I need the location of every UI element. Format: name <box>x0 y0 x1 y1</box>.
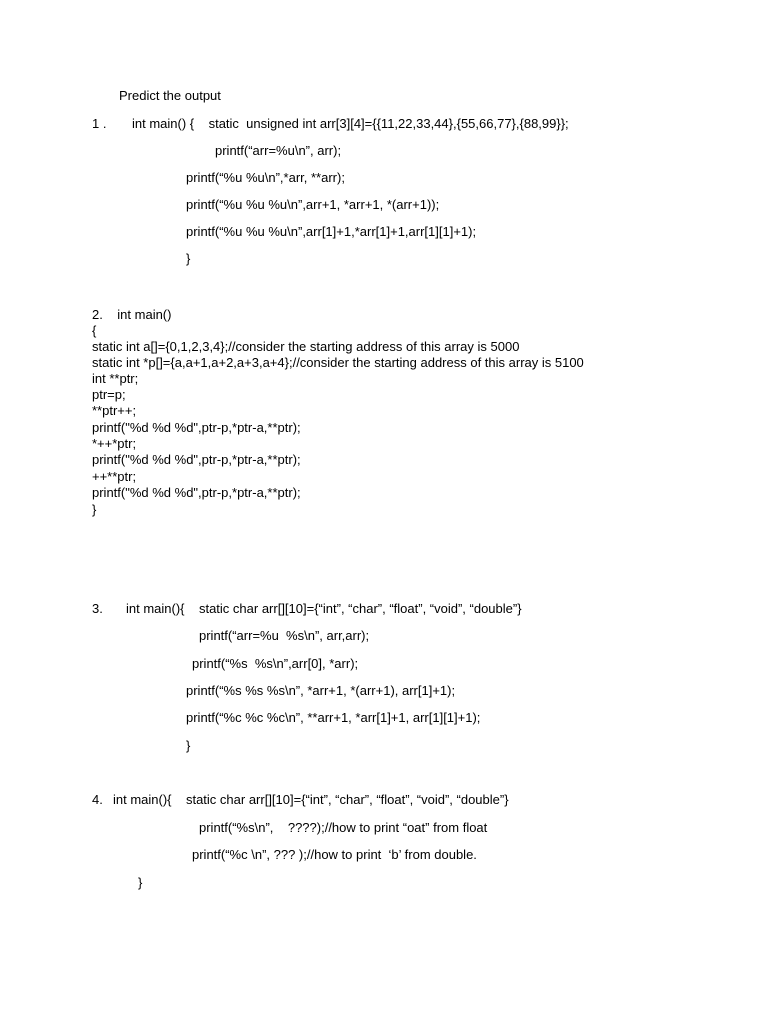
code-line: printf(“arr=%u %s\n”, arr,arr); <box>199 628 370 643</box>
code-line: { <box>92 323 97 338</box>
code-line: printf(“%s %s\n”,arr[0], *arr); <box>192 656 359 671</box>
code-line: printf(“%c \n”, ??? );//how to print ‘b’ from double. <box>192 847 477 862</box>
code-line: 2. int main() <box>92 307 172 322</box>
code-line: int main() { static unsigned int arr[3][4]={{11,22,33,44},{55,66,77},{88,99}}; <box>132 116 569 131</box>
code-line: printf("%d %d %d",ptr-p,*ptr-a,**ptr); <box>92 485 301 500</box>
code-line: printf(“arr=%u\n”, arr); <box>215 143 342 158</box>
code-line: int main(){ static char arr[][10]={“int”, “char”, “float”, “void”, “double”} <box>126 601 522 616</box>
code-line: } <box>92 502 97 517</box>
code-line: } <box>138 875 143 890</box>
code-line: int **ptr; <box>92 371 139 386</box>
code-line: printf(“%u %u\n”,*arr, **arr); <box>186 170 345 185</box>
code-line: printf(“%s\n”, ????);//how to print “oat” from float <box>199 820 488 835</box>
code-line: static int *p[]={a,a+1,a+2,a+3,a+4};//consider the starting address of this array is 5100 <box>92 355 584 370</box>
code-line: static int a[]={0,1,2,3,4};//consider the starting address of this array is 5000 <box>92 339 520 354</box>
code-line: *++*ptr; <box>92 436 137 451</box>
question-number: 4. <box>92 792 103 807</box>
code-line: **ptr++; <box>92 403 137 418</box>
code-line: printf(“%c %c %c\n”, **arr+1, *arr[1]+1, arr[1][1]+1); <box>186 710 481 725</box>
code-line: } <box>186 251 191 266</box>
code-line: int main(){ static char arr[][10]={“int”, “char”, “float”, “void”, “double”} <box>113 792 509 807</box>
code-line: } <box>186 738 191 753</box>
code-line: printf(“%s %s %s\n”, *arr+1, *(arr+1), arr[1]+1); <box>186 683 456 698</box>
code-line: printf("%d %d %d",ptr-p,*ptr-a,**ptr); <box>92 452 301 467</box>
question-number: 3. <box>92 601 103 616</box>
code-line: printf(“%u %u %u\n”,arr[1]+1,*arr[1]+1,arr[1][1]+1); <box>186 224 477 239</box>
code-line: printf("%d %d %d",ptr-p,*ptr-a,**ptr); <box>92 420 301 435</box>
question-number: 1 . <box>92 116 107 131</box>
code-line: printf(“%u %u %u\n”,arr+1, *arr+1, *(arr+1)); <box>186 197 440 212</box>
code-line: ptr=p; <box>92 387 126 402</box>
page-heading: Predict the output <box>119 88 221 103</box>
code-line: ++**ptr; <box>92 469 137 484</box>
